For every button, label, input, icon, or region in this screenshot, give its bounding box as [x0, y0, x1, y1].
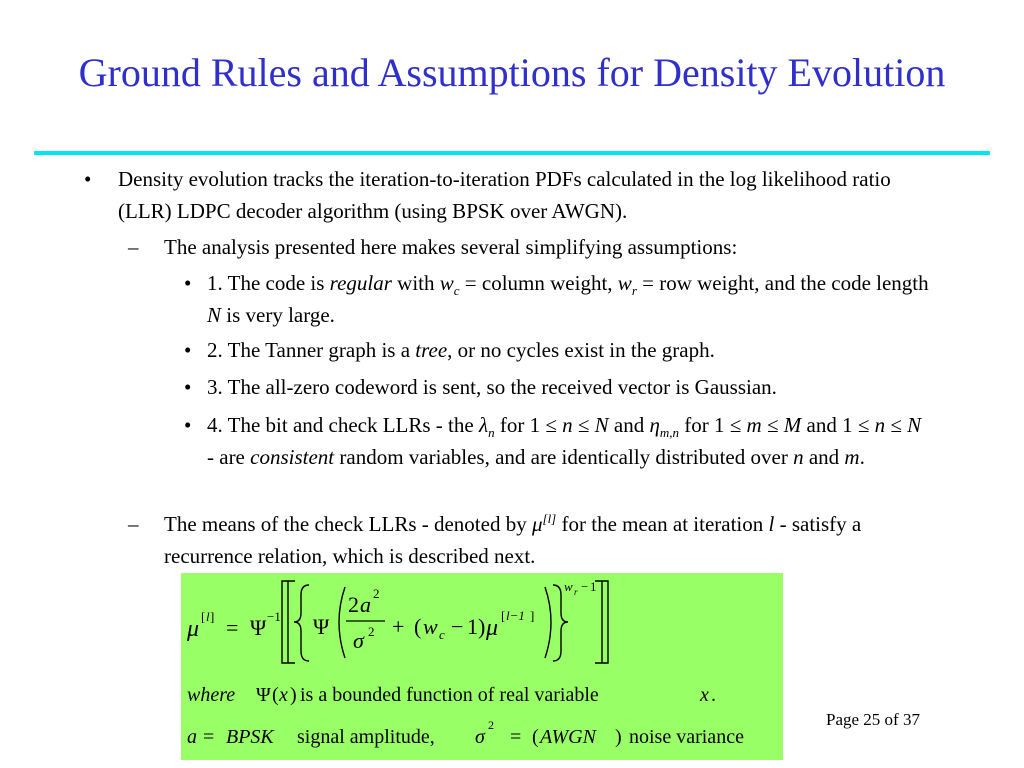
- slide-title: Ground Rules and Assumptions for Density Evolution: [78, 50, 946, 95]
- right-curly-brace: [553, 585, 568, 661]
- bpsk-label: BPSK: [226, 726, 274, 748]
- plus-sign: +: [392, 614, 405, 639]
- bullet-marker: •: [184, 413, 192, 437]
- minus-sign: −: [451, 614, 464, 639]
- exponent-one: 1: [590, 579, 597, 594]
- numerator-exponent: 2: [373, 586, 380, 601]
- w-symbol: w: [423, 614, 438, 639]
- x-var: x: [279, 684, 288, 706]
- page-number: Page 25 of 37: [826, 710, 920, 729]
- recurrence-formula-box: [181, 573, 783, 760]
- superscript-bracket: [: [501, 608, 506, 623]
- title-divider: [34, 151, 990, 155]
- recurrence-equation: [181, 573, 783, 760]
- subscript-c: c: [439, 627, 445, 642]
- equals-sign: =: [226, 615, 239, 640]
- right-paren: [545, 587, 551, 658]
- bullet-marker: •: [184, 338, 192, 362]
- superscript-bracket: ]: [530, 608, 535, 623]
- superscript-l: l: [206, 609, 210, 624]
- dash-marker: –: [128, 235, 139, 259]
- psi-symbol: Ψ: [256, 684, 271, 706]
- paren-open: (: [532, 726, 539, 748]
- assumption-4-text: 4. The bit and check LLRs - the $\lambda_n$ for 1 ≤ n ≤ N and $\eta_{m,n}$ for 1 ≤ m ≤ M and 1 ≤ n ≤ N - are consistent random variables, and are identically distributed over n and m.: [207, 413, 922, 469]
- inverse-exponent: −1: [267, 609, 281, 624]
- psi-symbol: Ψ: [313, 614, 330, 639]
- equals-sign: =: [203, 726, 215, 748]
- amplitude-text: signal amplitude,: [297, 726, 435, 748]
- bullet-text: Density evolution tracks the iteration-to-iteration PDFs calculated in the log likelihood ratio (LLR) LDPC decoder algorithm (using BPSK over AWGN).: [118, 167, 891, 223]
- bullet-marker: •: [184, 375, 192, 399]
- exponent-minus: −: [581, 579, 589, 594]
- a-var: a: [187, 726, 197, 748]
- where-description: is a bounded function of real variable: [300, 684, 599, 706]
- equals-sign: =: [510, 726, 522, 748]
- awgn-label: AWGN: [540, 726, 596, 748]
- assumption-2-text: 2. The Tanner graph is a tree, or no cycles exist in the graph.: [207, 338, 715, 362]
- psi-symbol: Ψ: [250, 615, 267, 640]
- denominator-sigma: σ: [353, 628, 364, 653]
- mu-symbol: μ: [187, 616, 200, 642]
- one: 1: [467, 614, 478, 639]
- period: .: [711, 684, 716, 706]
- left-paren: [339, 587, 345, 658]
- superscript-bracket: ]: [210, 609, 215, 624]
- sigma-symbol: σ: [475, 726, 485, 748]
- where-word: where: [187, 684, 236, 706]
- right-square-bracket: [595, 581, 608, 663]
- superscript-bracket: [: [201, 609, 206, 624]
- left-curly-brace: [294, 585, 309, 661]
- assumption-3-text: 3. The all-zero codeword is sent, so the received vector is Gaussian.: [207, 375, 777, 399]
- bullet-means-text: The means of the check LLRs - denoted by μ[l] for the mean at iteration l - satisfy a recurrence relation, which is described next.: [164, 511, 862, 568]
- x-var: x: [700, 684, 709, 706]
- exponent-subscript-r: r: [574, 587, 578, 597]
- numerator-two: 2: [348, 592, 359, 617]
- noise-text: noise variance: [629, 726, 744, 748]
- exponent-w: w: [564, 579, 573, 594]
- dash-marker: –: [128, 512, 139, 536]
- denominator-exponent: 2: [368, 624, 375, 639]
- superscript-l-minus-1: l−1: [506, 608, 525, 623]
- sigma-exponent: 2: [488, 718, 494, 732]
- paren-close: ): [478, 614, 486, 639]
- numerator-a: a: [360, 592, 371, 617]
- bullet-text: The analysis presented here makes several simplifying assumptions:: [164, 235, 738, 259]
- bullet-marker: •: [84, 167, 92, 191]
- left-square-bracket: [282, 581, 295, 663]
- mu-symbol: μ: [486, 615, 499, 641]
- paren-close: ): [290, 684, 297, 706]
- paren-open: (: [414, 614, 422, 639]
- paren-close: ): [615, 726, 622, 748]
- bullet-marker: •: [184, 271, 192, 295]
- paren-open: (: [272, 684, 279, 706]
- assumption-1-text: 1. The code is regular with $w_c$ = column weight, $w_r$ = row weight, and the code length N is very large.: [207, 271, 929, 327]
